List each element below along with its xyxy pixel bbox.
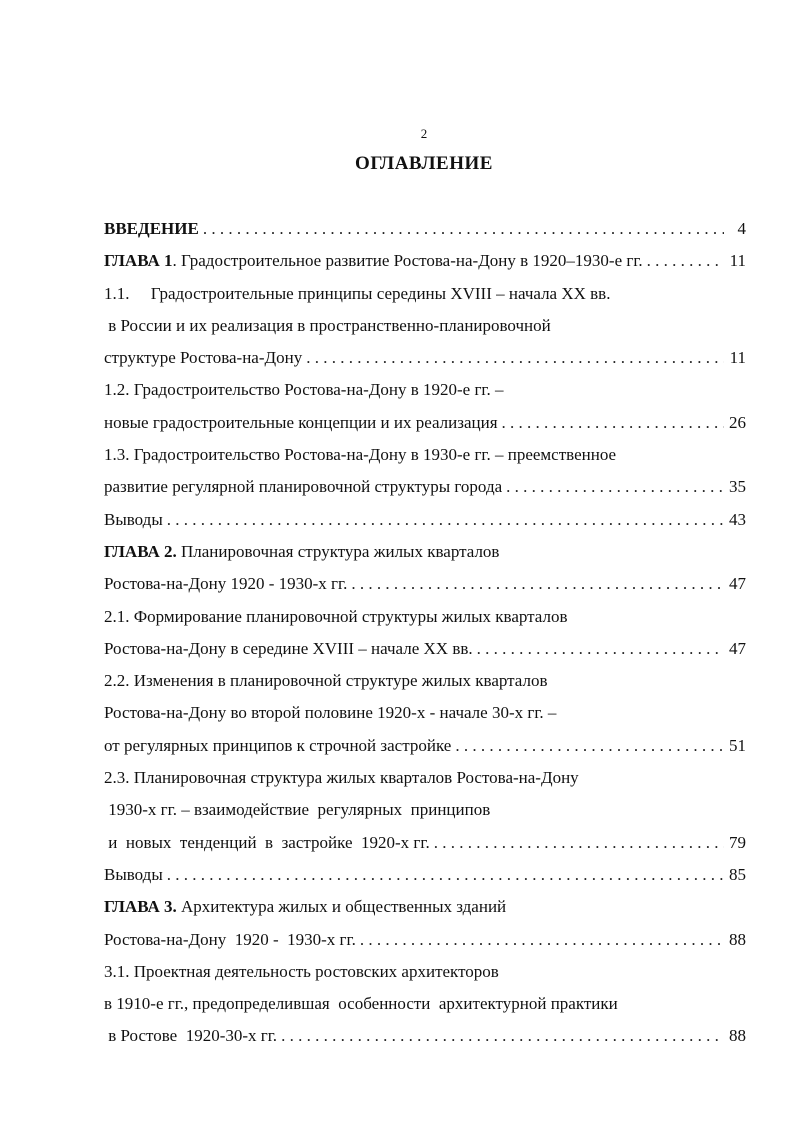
toc-entry-text — [104, 730, 451, 762]
toc-entry — [104, 988, 746, 1020]
toc-page-number: 4 — [737, 219, 746, 238]
toc-page-number: 26 — [729, 412, 746, 432]
toc-entry-text — [104, 439, 616, 471]
toc-entry-title: 2.3. Планировочная структура жилых кварталов Ростова-на-Дону — [104, 768, 579, 788]
toc-entry-title: в 1910-е гг., предопределившая особенности архитектурной практики — [104, 994, 618, 1014]
toc-dot-leader — [502, 407, 724, 439]
toc-entry-text — [104, 827, 430, 859]
toc-page-number: 88 — [729, 929, 746, 949]
toc-entry — [104, 924, 746, 956]
toc-entry — [104, 697, 746, 729]
toc-page-number: 79 — [729, 832, 746, 852]
toc-entry-title: от регулярных принципов к строчной застройке — [104, 735, 452, 755]
toc-entry-text — [104, 762, 579, 794]
toc-entry-heading: ГЛАВА 3. — [104, 897, 177, 917]
toc-entry-title: 2.2. Изменения в планировочной структуре жилых кварталов — [104, 671, 548, 691]
toc-entry — [104, 213, 746, 245]
toc-entry-text — [104, 310, 551, 342]
toc-entry-title: в Ростове 1920-30-х гг. — [104, 1026, 278, 1046]
toc-page-number: 85 — [729, 864, 746, 884]
toc-dot-leader — [434, 827, 724, 859]
toc-dot-leader — [351, 568, 724, 600]
toc-entry-text — [104, 988, 618, 1020]
toc-entry-title: 1.1. Градостроительные принципы середины XVIII – начала XX вв. — [104, 283, 611, 303]
toc-entry — [104, 633, 746, 665]
toc-entry-heading: ГЛАВА 1 — [104, 251, 173, 271]
toc-dot-leader — [203, 213, 724, 245]
toc-entry — [104, 374, 746, 406]
toc-entry — [104, 310, 746, 342]
page-title: ОГЛАВЛЕНИЕ — [355, 153, 493, 174]
toc-entry-text — [104, 956, 499, 988]
toc-entry — [104, 504, 746, 536]
toc-entry-title: Ростова-на-Дону во второй половине 1920-х - начале 30-х гг. – — [104, 703, 557, 723]
toc-entry — [104, 342, 746, 374]
toc-entry — [104, 407, 746, 439]
toc-dot-leader — [306, 342, 724, 374]
toc-entry-title: в России и их реализация в пространственно-планировочной — [104, 315, 551, 335]
toc-dot-leader — [281, 1020, 724, 1052]
toc-page-number: 35 — [729, 477, 746, 497]
toc-page-number: 11 — [729, 348, 746, 368]
toc-page-number: 43 — [729, 509, 746, 529]
toc-dot-leader — [506, 471, 724, 503]
toc-entry-title: и новых тенденций в застройке 1920-х гг. — [104, 832, 430, 852]
toc-entry-title: Ростова-на-Дону в середине XVIII – начале XX вв. — [104, 638, 473, 658]
toc-entry-title: развитие регулярной планировочной структуры города — [104, 477, 503, 497]
toc-entry-title: Ростова-на-Дону 1920 - 1930-х гг. — [104, 929, 356, 949]
toc-entry-title: 3.1. Проектная деятельность ростовских архитекторов — [104, 961, 499, 981]
toc-entry-text — [104, 601, 568, 633]
toc-entry-text — [104, 697, 556, 729]
toc-dot-leader — [477, 633, 724, 665]
toc-entry-heading: ВВЕДЕНИЕ — [104, 219, 199, 238]
toc-page-number: 47 — [729, 638, 746, 658]
toc-entry-text — [104, 536, 499, 568]
page-number: 2 — [420, 126, 428, 141]
toc-entry — [104, 859, 746, 891]
toc-entry-text — [104, 213, 199, 245]
toc-entry-title: 1.3. Градостроительство Ростова-на-Дону в 1930-е гг. – преемственное — [104, 445, 617, 465]
toc-dot-leader — [647, 245, 724, 277]
toc-entry-title: Выводы — [104, 864, 163, 884]
toc-dot-leader — [455, 730, 724, 762]
toc-entry-title: . Градостроительное развитие Ростова-на-Дону в 1920–1930-е гг. — [172, 251, 643, 271]
toc-page-number: 88 — [729, 1026, 746, 1046]
toc-entry-text — [104, 568, 347, 600]
toc-entry-title: Архитектура жилых и общественных зданий — [176, 897, 507, 917]
toc-entry-text — [104, 924, 356, 956]
toc-entry — [104, 471, 746, 503]
toc-entry — [104, 794, 746, 826]
toc-entry-text — [104, 278, 610, 310]
toc-entry — [104, 245, 746, 277]
toc-entry-text — [104, 1020, 277, 1052]
toc-entry-title: 1930-х гг. – взаимодействие регулярных принципов — [104, 800, 491, 820]
table-of-contents — [104, 213, 746, 1053]
toc-entry-text — [104, 471, 502, 503]
toc-entry-text — [104, 633, 473, 665]
toc-entry — [104, 1020, 746, 1052]
toc-entry-text — [104, 504, 163, 536]
toc-entry-text — [104, 245, 643, 277]
toc-entry-text — [104, 859, 163, 891]
toc-entry-heading: ГЛАВА 2. — [104, 541, 177, 561]
toc-page-number: 51 — [729, 735, 746, 755]
toc-dot-leader — [167, 859, 724, 891]
toc-entry — [104, 536, 746, 568]
toc-entry-title: 2.1. Формирование планировочной структуры жилых кварталов — [104, 606, 568, 626]
toc-entry-title: новые градостроительные концепции и их реализация — [104, 412, 498, 432]
toc-dot-leader — [360, 924, 724, 956]
toc-entry-text — [104, 794, 490, 826]
toc-entry — [104, 665, 746, 697]
toc-entry-title: Ростова-на-Дону 1920 - 1930-х гг. — [104, 574, 348, 594]
toc-entry-text — [104, 407, 498, 439]
toc-entry-text — [104, 374, 503, 406]
toc-entry-text — [104, 665, 548, 697]
toc-page-number: 47 — [729, 574, 746, 594]
toc-entry-title: Планировочная структура жилых кварталов — [176, 541, 500, 561]
toc-entry — [104, 278, 746, 310]
toc-entry — [104, 762, 746, 794]
toc-entry — [104, 891, 746, 923]
toc-entry — [104, 827, 746, 859]
toc-entry-text — [104, 891, 506, 923]
toc-entry — [104, 601, 746, 633]
toc-entry-title: Выводы — [104, 509, 163, 529]
toc-dot-leader — [167, 504, 724, 536]
toc-page-number: 11 — [729, 251, 746, 271]
toc-entry — [104, 956, 746, 988]
toc-entry-text — [104, 342, 302, 374]
toc-entry-title: 1.2. Градостроительство Ростова-на-Дону в 1920-е гг. – — [104, 380, 504, 400]
toc-entry-title: структуре Ростова-на-Дону — [104, 348, 303, 368]
toc-entry — [104, 568, 746, 600]
toc-entry — [104, 730, 746, 762]
toc-entry — [104, 439, 746, 471]
